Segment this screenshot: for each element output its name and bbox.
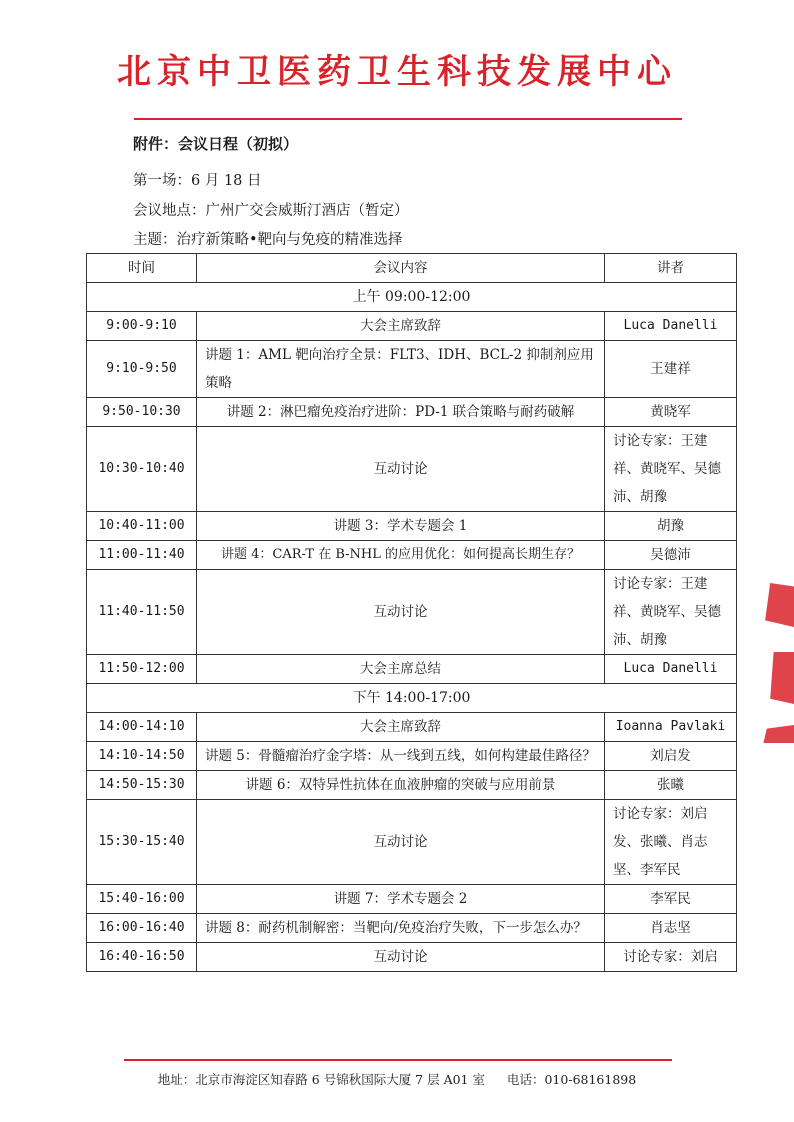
- content-cell: 大会主席致辞: [197, 312, 605, 341]
- header-speaker: 讲者: [605, 254, 737, 283]
- table-row: [87, 541, 737, 570]
- table-row: [87, 512, 737, 541]
- session-row-afternoon: [87, 684, 737, 713]
- seal-fragment-top: [760, 583, 794, 627]
- table-row: [87, 341, 737, 398]
- table-row: [87, 312, 737, 341]
- time-cell: 10:30-10:40: [87, 427, 197, 512]
- footer-address: 地址：北京市海淀区知春路 6 号锦秋国际大厦 7 层 A01 室: [157, 1072, 485, 1087]
- footer-phone: 电话：010-68161898: [506, 1072, 637, 1087]
- table-row: [87, 570, 737, 655]
- table-row: [87, 713, 737, 742]
- table-row: [87, 885, 737, 914]
- content-cell: 讲题 2：淋巴瘤免疫治疗进阶：PD-1 联合策略与耐药破解: [197, 398, 605, 427]
- content-cell: 互动讨论: [197, 943, 605, 972]
- time-cell: 14:10-14:50: [87, 742, 197, 771]
- content-cell: 大会主席致辞: [197, 713, 605, 742]
- table-row: [87, 398, 737, 427]
- content-cell: 互动讨论: [197, 427, 605, 512]
- content-cell: 讲题 4：CAR-T 在 B-NHL 的应用优化：如何提高长期生存？: [197, 541, 605, 570]
- header-time: 时间: [87, 254, 197, 283]
- content-cell: 互动讨论: [197, 570, 605, 655]
- session-label: 上午 09:00-12:00: [87, 283, 737, 312]
- header-content: 会议内容: [197, 254, 605, 283]
- time-cell: 9:00-9:10: [87, 312, 197, 341]
- content-cell: 讲题 7：学术专题会 2: [197, 885, 605, 914]
- table-row: [87, 427, 737, 512]
- time-cell: 16:40-16:50: [87, 943, 197, 972]
- speaker-cell: 张曦: [605, 771, 737, 800]
- speaker-cell: Luca Danelli: [605, 312, 737, 341]
- table-header-row: [87, 254, 737, 283]
- time-cell: 15:40-16:00: [87, 885, 197, 914]
- footer: [0, 1070, 794, 1088]
- time-cell: 9:50-10:30: [87, 398, 197, 427]
- organization-title: 北京中卫医药卫生科技发展中心: [117, 52, 677, 92]
- content-cell: 讲题 8：耐药机制解密：当靶向/免疫治疗失败，下一步怎么办？: [197, 914, 605, 943]
- time-cell: 16:00-16:40: [87, 914, 197, 943]
- speaker-cell: 讨论专家：刘启发、张曦、肖志坚、李军民: [605, 800, 737, 885]
- table-row: [87, 914, 737, 943]
- speaker-cell: 刘启发: [605, 742, 737, 771]
- session-row-morning: [87, 283, 737, 312]
- speaker-cell: 讨论专家：刘启: [605, 943, 737, 972]
- header-divider: [134, 118, 682, 120]
- table-row: [87, 771, 737, 800]
- speaker-cell: 李军民: [605, 885, 737, 914]
- content-cell: 大会主席总结: [197, 655, 605, 684]
- time-cell: 10:40-11:00: [87, 512, 197, 541]
- content-cell: 讲题 1：AML 靶向治疗全景：FLT3、IDH、BCL-2 抑制剂应用策略: [197, 341, 605, 398]
- speaker-cell: 胡豫: [605, 512, 737, 541]
- theme: 主题：治疗新策略•靶向与免疫的精准选择: [133, 232, 403, 248]
- seal-fragment-bottom: [760, 725, 794, 743]
- content-cell: 讲题 5：骨髓瘤治疗金字塔：从一线到五线，如何构建最佳路径？: [197, 742, 605, 771]
- speaker-cell: 王建祥: [605, 341, 737, 398]
- seal-fragment-middle: [760, 652, 794, 704]
- footer-divider: [124, 1059, 672, 1061]
- time-cell: 11:40-11:50: [87, 570, 197, 655]
- time-cell: 9:10-9:50: [87, 341, 197, 398]
- time-cell: 14:50-15:30: [87, 771, 197, 800]
- session-date: 第一场：6 月 18 日: [133, 173, 262, 189]
- speaker-cell: Luca Danelli: [605, 655, 737, 684]
- venue: 会议地点：广州广交会威斯汀酒店（暂定）: [133, 203, 409, 219]
- speaker-cell: 吴德沛: [605, 541, 737, 570]
- content-cell: 讲题 3：学术专题会 1: [197, 512, 605, 541]
- schedule-table: [86, 253, 737, 972]
- speaker-cell: 肖志坚: [605, 914, 737, 943]
- time-cell: 14:00-14:10: [87, 713, 197, 742]
- table-row: [87, 742, 737, 771]
- speaker-cell: 讨论专家：王建祥、黄晓军、吴德沛、胡豫: [605, 427, 737, 512]
- time-cell: 11:00-11:40: [87, 541, 197, 570]
- time-cell: 15:30-15:40: [87, 800, 197, 885]
- speaker-cell: 讨论专家：王建祥、黄晓军、吴德沛、胡豫: [605, 570, 737, 655]
- table-row: [87, 800, 737, 885]
- time-cell: 11:50-12:00: [87, 655, 197, 684]
- session-label: 下午 14:00-17:00: [87, 684, 737, 713]
- speaker-cell: Ioanna Pavlaki: [605, 713, 737, 742]
- attachment-label: 附件：会议日程（初拟）: [133, 135, 299, 153]
- table-row: [87, 655, 737, 684]
- speaker-cell: 黄晓军: [605, 398, 737, 427]
- table-row: [87, 943, 737, 972]
- content-cell: 互动讨论: [197, 800, 605, 885]
- content-cell: 讲题 6：双特异性抗体在血液肿瘤的突破与应用前景: [197, 771, 605, 800]
